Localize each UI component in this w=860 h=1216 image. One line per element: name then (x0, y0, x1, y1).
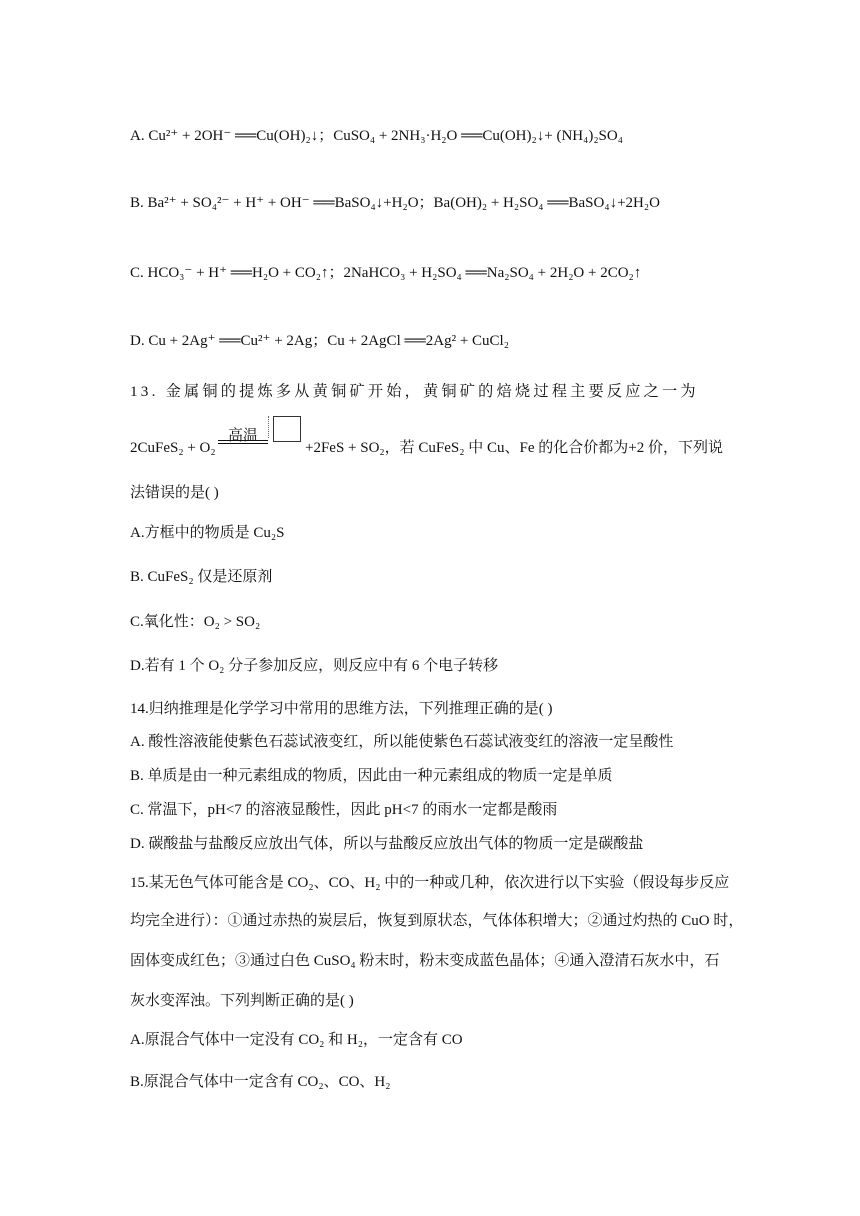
option-13d: D.若有 1 个 O₂ 分子参加反应，则反应中有 6 个电子转移 (130, 658, 499, 674)
question-13-prompt: 法错误的是( ) (130, 485, 219, 501)
question-15-line-4: 灰水变浑浊。下列判断正确的是( ) (130, 993, 354, 1009)
option-15a: A.原混合气体中一定没有 CO₂ 和 H₂，一定含有 CO (130, 1032, 463, 1048)
question-15-line-1: 15.某无色气体可能含是 CO₂、CO、H₂ 中的一种或几种，依次进行以下实验（假设每步反应 (130, 875, 730, 891)
option-13a: A.方框中的物质是 Cu₂S (130, 525, 285, 541)
question-15-line-3: 固体变成红色；③通过白色 CuSO₄ 粉末时，粉末变成蓝色晶体；④通入澄清石灰水中，石 (130, 953, 720, 969)
option-14d: D. 碳酸盐与盐酸反应放出气体，所以与盐酸反应放出气体的物质一定是碳酸盐 (130, 836, 644, 852)
question-14-stem: 14.归纳推理是化学学习中常用的思维方法，下列推理正确的是( ) (130, 701, 553, 717)
option-12d: D. Cu + 2Ag⁺ ══Cu²⁺ + 2Ag；Cu + 2AgCl ══2Ag² + CuCl₂ (130, 333, 509, 349)
equation-products: +2FeS + SO₂，若 CuFeS₂ 中 Cu、Fe 的化合价都为+2 价，下列说 (305, 440, 723, 456)
option-13b: B. CuFeS₂ 仅是还原剂 (130, 569, 273, 585)
dotted-marker (268, 416, 271, 438)
equation-reactants: 2CuFeS₂ + O₂ (130, 440, 216, 456)
option-12b: B. Ba²⁺ + SO₄²⁻ + H⁺ + OH⁻ ══BaSO₄↓+H₂O；Ba(OH)₂ + H₂SO₄ ══BaSO₄↓+2H₂O (130, 195, 660, 211)
reaction-condition: 高温 (228, 428, 259, 444)
answer-box (273, 416, 301, 442)
option-14b: B. 单质是由一种元素组成的物质，因此由一种元素组成的物质一定是单质 (130, 768, 613, 784)
question-15-line-2: 均完全进行）：①通过赤热的炭层后，恢复到原状态，气体体积增大；②通过灼热的 CuO 时， (130, 913, 744, 929)
option-12c: C. HCO₃⁻ + H⁺ ══H₂O + CO₂↑；2NaHCO₃ + H₂SO₄ ══Na₂SO₄ + 2H₂O + 2CO₂↑ (130, 265, 642, 281)
equals-sign (218, 440, 268, 448)
option-12a: A. Cu²⁺ + 2OH⁻ ══Cu(OH)₂↓；CuSO₄ + 2NH₃·H₂O ══Cu(OH)₂↓+ (NH₄)₂SO₄ (130, 128, 623, 144)
option-15b: B.原混合气体中一定含有 CO₂、CO、H₂ (130, 1074, 391, 1090)
option-13c: C.氧化性：O₂ > SO₂ (130, 614, 261, 630)
question-13-stem: 13. 金属铜的提炼多从黄铜矿开始，黄铜矿的焙烧过程主要反应之一为 (130, 383, 699, 400)
option-14a: A. 酸性溶液能使紫色石蕊试液变红，所以能使紫色石蕊试液变红的溶液一定呈酸性 (130, 734, 674, 750)
option-14c: C. 常温下，pH<7 的溶液显酸性，因此 pH<7 的雨水一定都是酸雨 (130, 802, 558, 818)
